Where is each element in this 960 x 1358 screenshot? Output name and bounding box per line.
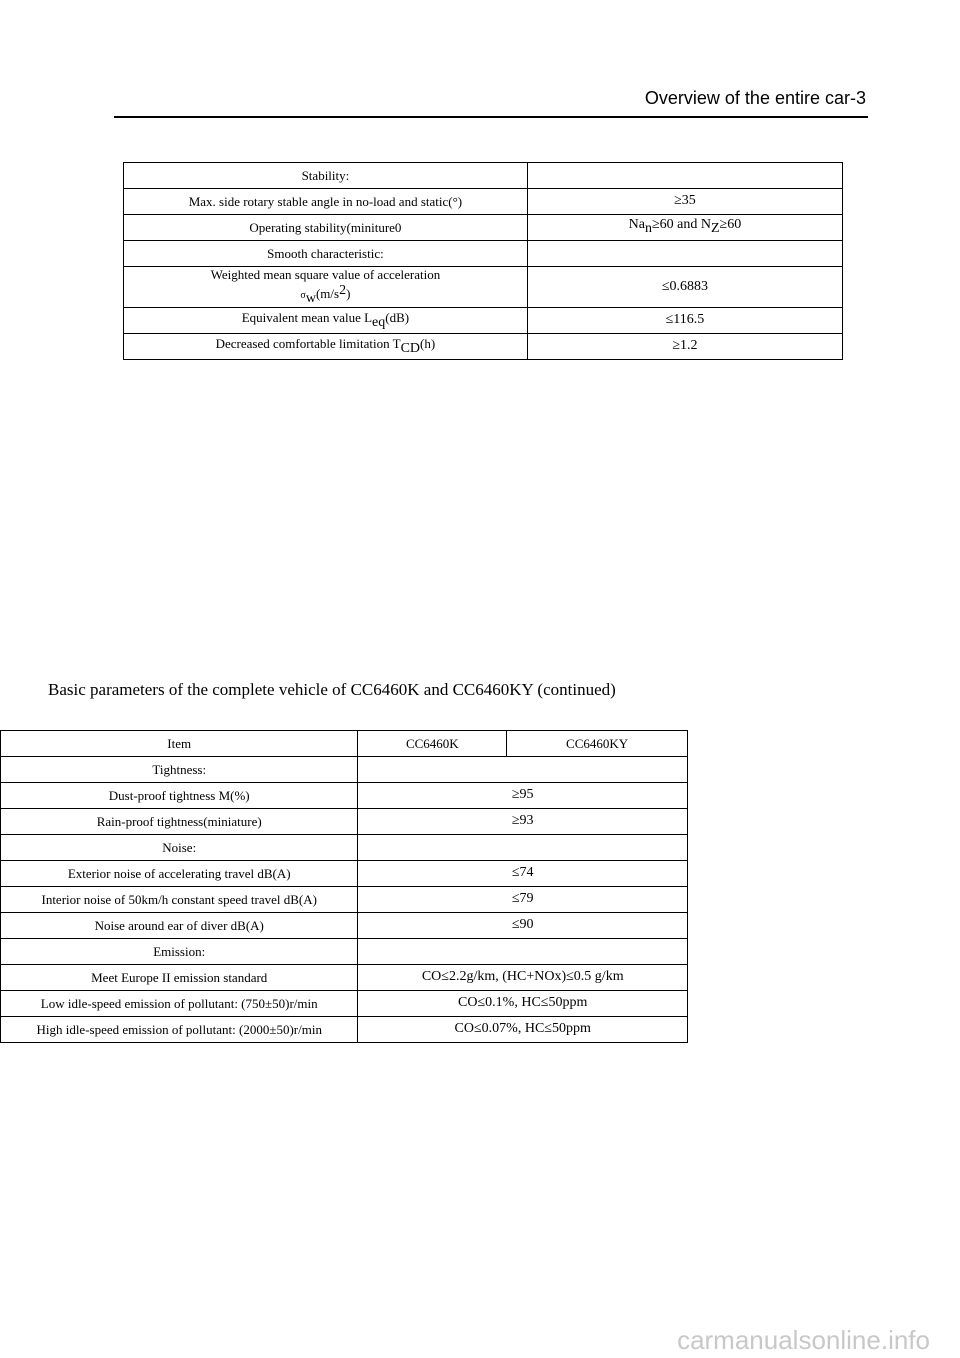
table-cell-label: High idle-speed emission of pollutant: (2000±50)r/min [1,1017,358,1043]
basic-parameters-table [0,730,688,1043]
table-cell-value: ≥35 [527,189,842,215]
table-row [1,757,688,783]
table-cell-label: Stability: [124,163,528,189]
table-cell-label: Operating stability(miniture0 [124,215,528,241]
value-subscript: n [644,221,652,237]
table-row [1,809,688,835]
table-cell-label: Low idle-speed emission of pollutant: (750±50)r/min [1,991,358,1017]
table-row [1,887,688,913]
value-subscript: Z [710,221,720,237]
label-subscript: CD [400,340,421,356]
table-row [1,835,688,861]
label-subscript: eq [372,314,386,330]
table-cell-value [527,163,842,189]
table-cell-label [124,334,528,360]
table-cell-value: ≤74 [358,861,688,887]
table-row [1,861,688,887]
column-header-cc6460k: CC6460K [358,731,507,757]
table-cell-value: ≥93 [358,809,688,835]
table-cell-value [527,241,842,267]
table-row [124,189,843,215]
table-cell-value [358,757,688,783]
label-text: (m/s [315,285,340,301]
table-cell-label: Max. side rotary stable angle in no-load and static(°) [124,189,528,215]
watermark-text: carmanualsonline.info [677,1325,930,1355]
table-cell-label: Exterior noise of accelerating travel dB(A) [1,861,358,887]
table-cell-value: ≤79 [358,887,688,913]
header-divider [114,116,868,118]
table-cell-label: Interior noise of 50km/h constant speed travel dB(A) [1,887,358,913]
table-row [124,308,843,334]
table-cell-label [124,267,528,308]
label-superscript: 2 [339,282,347,298]
table-cell-value: ≥1.2 [527,334,842,360]
value-text: ≥60 and N [651,217,711,233]
column-header-item: Item [1,731,358,757]
table-cell-value [358,835,688,861]
column-header-cc6460ky: CC6460KY [507,731,688,757]
section-title: Basic parameters of the complete vehicle of CC6460K and CC6460KY (continued) [48,680,616,699]
table-row [124,334,843,360]
table-cell-value [527,215,842,241]
table-cell-label: Smooth characteristic: [124,241,528,267]
table-cell-value: ≤116.5 [527,308,842,334]
table-row [1,913,688,939]
label-text: Decreased comfortable limitation T [215,335,401,351]
table-cell-label: Rain-proof tightness(miniature) [1,809,358,835]
table-row [124,163,843,189]
table-row [1,965,688,991]
table-cell-value [358,939,688,965]
table-row [1,991,688,1017]
table-cell-value: CO≤2.2g/km, (HC+NOx)≤0.5 g/km [358,965,688,991]
table-cell-label: Tightness: [1,757,358,783]
table-cell-label: Meet Europe II emission standard [1,965,358,991]
label-subscript: w [305,290,316,306]
table-cell-label: Dust-proof tightness M(%) [1,783,358,809]
table-row [124,215,843,241]
table-cell-value: CO≤0.1%, HC≤50ppm [358,991,688,1017]
value-text: ≥60 [719,217,742,233]
label-text: ) [346,285,351,301]
label-text: Equivalent mean value L [241,309,373,325]
table-row [1,783,688,809]
table-header-row [1,731,688,757]
table-cell-value: ≤0.6883 [527,267,842,308]
label-line-2 [128,283,523,308]
label-text: (h) [420,335,436,351]
value-text: Na [628,217,645,233]
table-cell-label [124,308,528,334]
sigma-symbol: σ [300,289,306,301]
label-line-1: Weighted mean square value of acceleration [210,267,441,282]
table-row [124,267,843,308]
table-cell-label: Emission: [1,939,358,965]
table-row [124,241,843,267]
label-text: (dB) [385,309,410,325]
table-row [1,1017,688,1043]
table-cell-value: ≤90 [358,913,688,939]
stability-table [123,162,843,360]
table-cell-label: Noise around ear of diver dB(A) [1,913,358,939]
table-cell-value: CO≤0.07%, HC≤50ppm [358,1017,688,1043]
page-header-title: Overview of the entire car-3 [644,88,866,108]
table-row [1,939,688,965]
table-cell-label: Noise: [1,835,358,861]
table-cell-value: ≥95 [358,783,688,809]
